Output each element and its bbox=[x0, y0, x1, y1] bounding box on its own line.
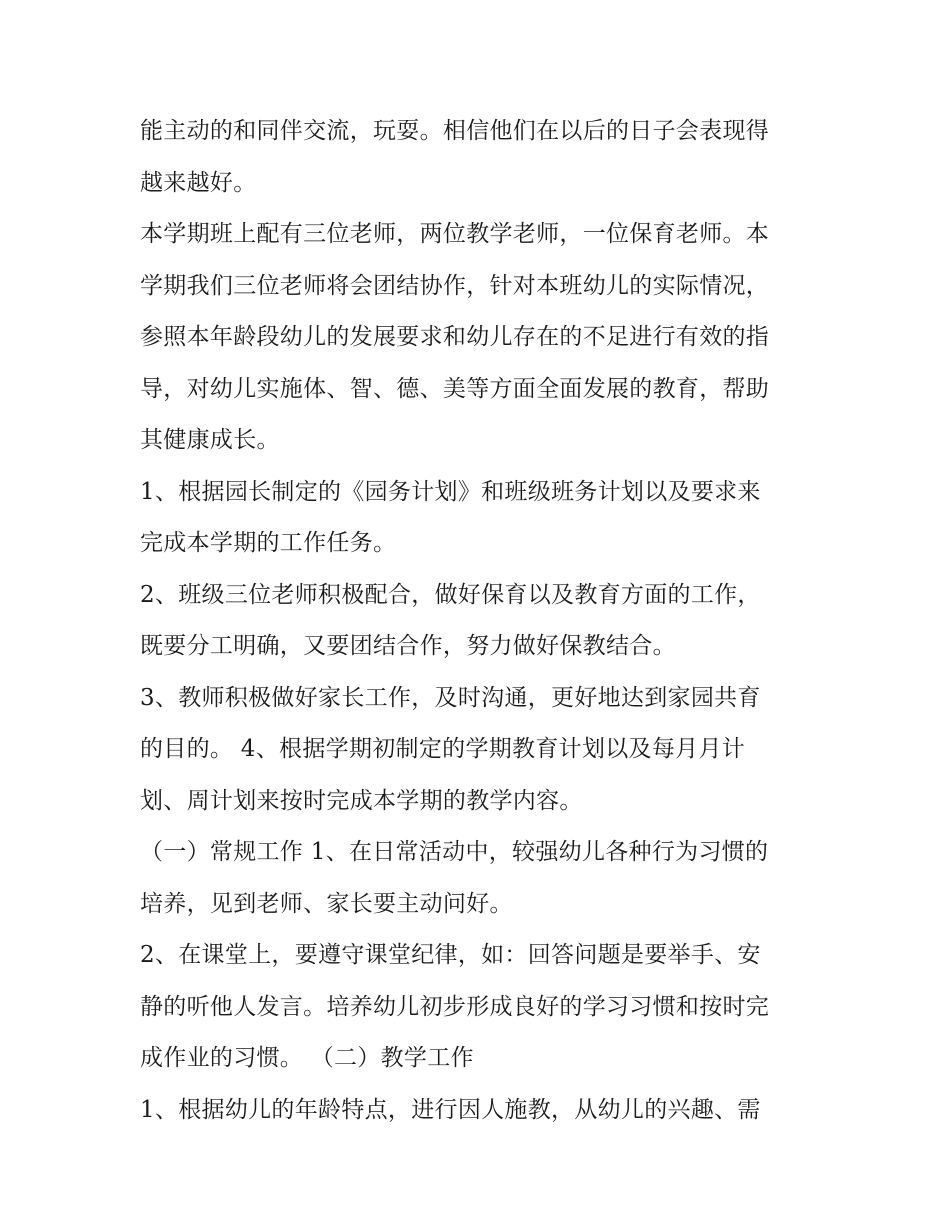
text-line: 1、根据园长制定的《园务计划》和班级班务计划以及要求来 bbox=[140, 478, 761, 505]
text-line: 2、班级三位老师积极配合，做好保育以及教育方面的工作， bbox=[140, 581, 761, 608]
text-line: 导，对幼儿实施体、智、德、美等方面全面发展的教育，帮助 bbox=[140, 375, 770, 402]
text-line: 1、根据幼儿的年龄特点，进行因人施教，从幼儿的兴趣、需 bbox=[140, 1096, 761, 1123]
text-line: 其健康成长。 bbox=[140, 427, 280, 453]
text-line: 学期我们三位老师将会团结协作，针对本班幼儿的实际情况， bbox=[140, 272, 770, 299]
text-line: 3、教师积极做好家长工作，及时沟通，更好地达到家园共育 bbox=[140, 684, 761, 711]
text-line: 本学期班上配有三位老师，两位教学老师，一位保育老师。本 bbox=[140, 221, 770, 247]
text-line: 能主动的和同伴交流，玩耍。相信他们在以后的日子会表现得 bbox=[140, 118, 770, 144]
text-line: 静的听他人发言。培养幼儿初步形成良好的学习习惯和按时完 bbox=[140, 993, 770, 1020]
text-line: 参照本年龄段幼儿的发展要求和幼儿存在的不足进行有效的指 bbox=[140, 324, 770, 350]
text-line: 成作业的习惯。 （二）教学工作 bbox=[140, 1045, 474, 1071]
document-body bbox=[140, 106, 820, 1136]
text-line: 划、周计划来按时完成本学期的教学内容。 bbox=[140, 787, 583, 814]
text-line: 培养，见到老师、家长要主动问好。 bbox=[140, 890, 513, 917]
text-line: 2、在课堂上，要遵守课堂纪律，如：回答问题是要举手、安 bbox=[140, 942, 761, 968]
text-line: 完成本学期的工作任务。 bbox=[140, 530, 397, 556]
text-line: 越来越好。 bbox=[140, 169, 257, 196]
text-line: （一）常规工作 1、在日常活动中，较强幼儿各种行为习惯的 bbox=[140, 839, 769, 865]
text-line: 既要分工明确，又要团结合作，努力做好保教结合。 bbox=[140, 633, 676, 659]
text-line: 的目的。 4、根据学期初制定的学期教育计划以及每月月计 bbox=[140, 736, 746, 762]
